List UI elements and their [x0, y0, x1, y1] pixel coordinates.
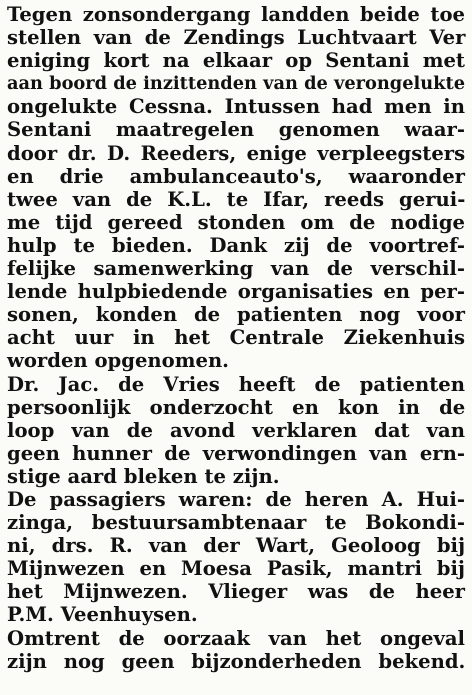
article-line: loop van de avond verklaren dat van [7, 418, 465, 442]
article-line: stige aard bleken te zijn. [7, 464, 280, 488]
article-line: zijn nog geen bijzonderheden bekend. [7, 649, 466, 673]
article-line: me tijd gereed stonden om de nodige [7, 210, 465, 234]
article-line: worden opgenomen. [7, 349, 230, 373]
article-line: Tegen zonsondergang landden beide toe [7, 3, 465, 26]
article-line: ongelukte Cessna. Intussen had men in [7, 95, 465, 119]
article-line: twee van de K.L. te Ifar, reeds gerui- [7, 187, 466, 211]
article-line: De passagiers waren: de heren A. Hui- [7, 487, 465, 511]
article-line: geen hunner de verwondingen van ern- [7, 441, 465, 465]
article-line: aan boord de inzittenden van de verongelukte [7, 73, 465, 95]
article-line: Omtrent de oorzaak van het ongeval [7, 626, 465, 650]
article-line: ni, drs. R. van der Wart, Geoloog bij [7, 534, 466, 558]
article-line: door dr. D. Reeders, enige verpleegsters [7, 141, 466, 165]
article-line: P.M. Veenhuysen. [7, 603, 198, 627]
article-line: felijke samenwerking van de verschil- [7, 257, 465, 281]
article-line: eniging kort na elkaar op Sentani met [7, 49, 465, 73]
article-line: Mijnwezen en Moesa Pasik, mantri bij [7, 557, 465, 581]
article-line: stellen van de Zendings Luchtvaart Ver [7, 26, 466, 50]
article-line: Dr. Jac. de Vries heeft de patienten [7, 372, 465, 396]
article-line: het Mijnwezen. Vlieger was de heer [7, 580, 465, 604]
article-line: persoonlijk onderzocht en kon in de [7, 395, 466, 419]
article-line: en drie ambulanceauto's, waaronder [7, 164, 465, 188]
article-line: zinga, bestuursambtenaar te Bokondi- [7, 511, 465, 535]
article-line: lende hulpbiedende organisaties en per- [7, 280, 465, 304]
article-line: acht uur in het Centrale Ziekenhuis [7, 326, 466, 350]
article-line: Sentani maatregelen genomen waar- [7, 118, 465, 142]
article-column [7, 3, 467, 673]
article-line: hulp te bieden. Dank zij de voortref- [7, 233, 465, 257]
article-line: sonen, konden de patienten nog voor [7, 303, 465, 327]
